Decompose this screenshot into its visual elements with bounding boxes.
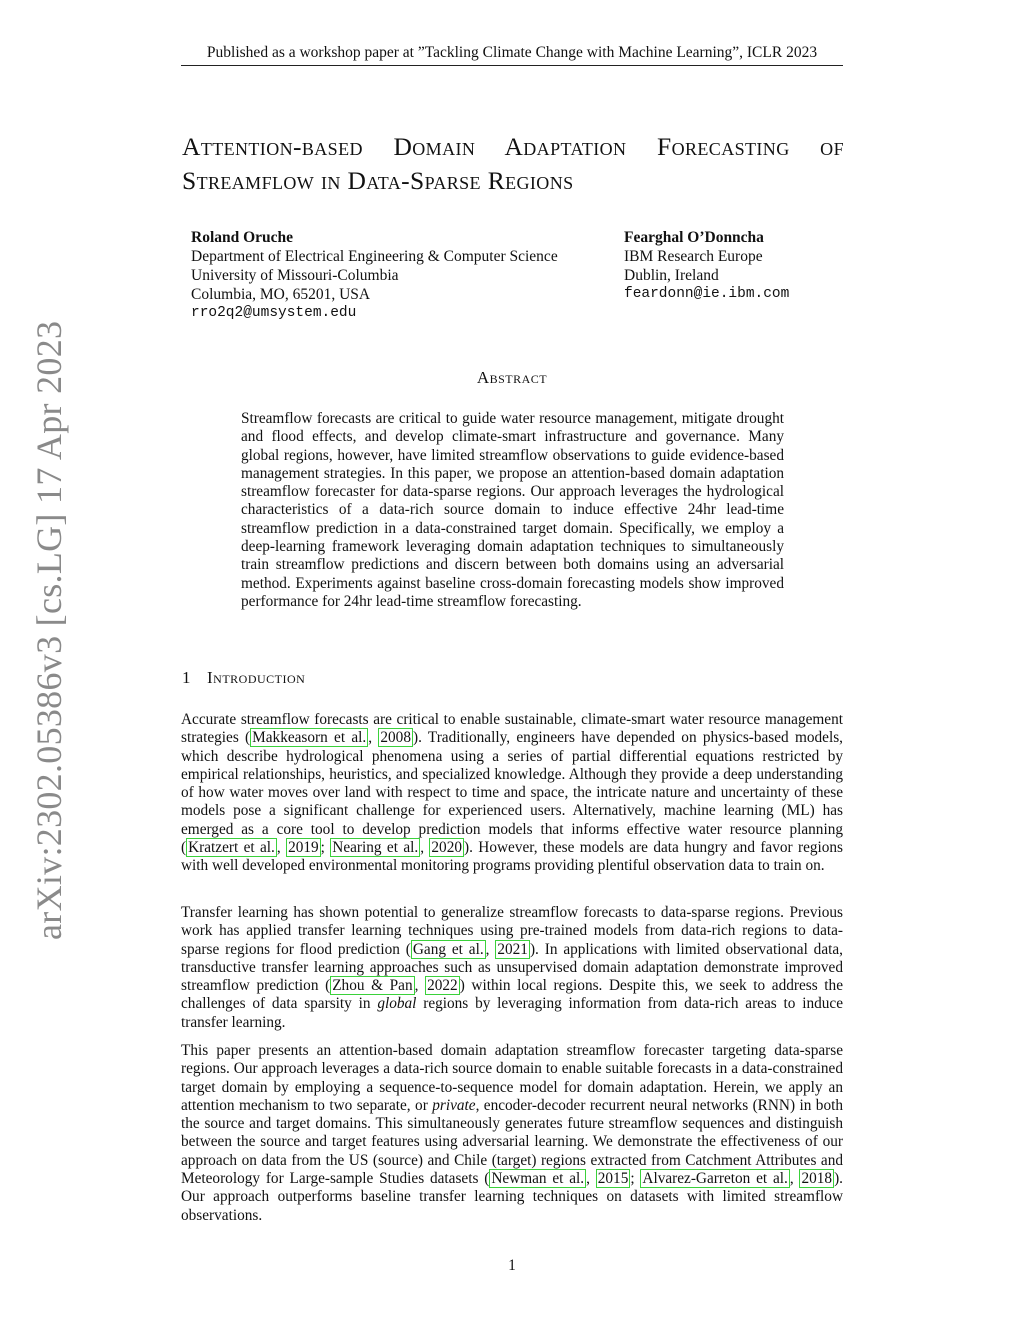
- intro-paragraph-3: [181, 1042, 843, 1225]
- author-affiliation: Dublin, Ireland: [624, 267, 719, 284]
- citation-link[interactable]: Kratzert et al.: [188, 839, 275, 857]
- citation-separator: ,: [420, 839, 430, 857]
- arxiv-identifier[interactable]: arXiv:2302.05386v3 [cs.LG] 17 Apr 2023: [29, 320, 69, 940]
- citation-link[interactable]: 2022: [427, 977, 458, 995]
- paragraph-text: ). Traditionally, engineers have depended on physics-based models, which describe hydrological phenomena using a series of partial differential equations restricted by empirical relationships, heuristics, and specialized knowledge. Although they provide a deep understanding of how water moves over land with respect to time and space, the intricate nature and uncertainty of these models pose a significant challenge for experienced users. Alternatively, machine learning (ML) has emerged as a core tool to develop prediction models that informs effective water resource planning (: [181, 729, 843, 857]
- paragraph-text: ). In applications with limited observational data, transductive transfer learning approaches such as unsupervised domain adaptation demonstrate improved streamflow prediction (: [181, 940, 843, 995]
- citation-separator: ,: [586, 1170, 596, 1188]
- citation-link[interactable]: Nearing et al.: [332, 839, 419, 857]
- paragraph-text: ). However, these models are data hungry and favor regions with well developed environmental monitoring programs providing plentiful observation data to train on.: [181, 839, 844, 875]
- paragraph-text: ) within local regions. Despite this, we seek to address the challenges of data sparsity in: [181, 977, 843, 1013]
- citation-separator: ,: [276, 839, 287, 857]
- citation-separator: ;: [630, 1170, 641, 1188]
- citation-separator: ;: [320, 839, 331, 857]
- author-block-2: [624, 228, 789, 304]
- author-affiliation: University of Missouri-Columbia: [191, 267, 399, 284]
- paragraph-text: Accurate streamflow forecasts are critical to enable sustainable, climate-smart water resource management strategies (: [181, 711, 843, 747]
- author-affiliation: Department of Electrical Engineering & Computer Science: [191, 248, 558, 265]
- abstract-heading: Abstract: [476, 368, 548, 387]
- paragraph-text: ). Our approach outperforms baseline transfer learning techniques on datasets with limited streamflow observations.: [181, 1170, 843, 1224]
- intro-paragraph-1: [181, 711, 843, 876]
- author-block-1: [191, 228, 558, 323]
- author-email[interactable]: rro2q2@umsystem.edu: [191, 305, 357, 321]
- citation-separator: ,: [485, 940, 496, 958]
- header-note: Published as a workshop paper at ”Tackling Climate Change with Machine Learning”, ICLR 2023: [181, 44, 843, 66]
- citation-link[interactable]: 2008: [380, 729, 411, 747]
- citation-link[interactable]: 2020: [431, 839, 462, 857]
- citation-link[interactable]: Newman et al.: [491, 1170, 585, 1188]
- citation-link[interactable]: 2019: [288, 839, 319, 857]
- section-heading-introduction: [182, 668, 305, 688]
- abstract-text: Streamflow forecasts are critical to guide water resource management, mitigate drought and flood effects, and develop climate-smart infrastructure and governance. Many global regions, however, have limited streamflow observations to guide evidence-based management strategies. In this paper, we propose an attention-based domain adaptation streamflow forecaster for data-sparse regions. Our approach leverages the hydrological characteristics of a data-rich source domain to induce effective 24hr lead-time streamflow prediction in a data-constrained target domain. Specifically, we employ a deep-learning framework leveraging domain adaptation techniques to simultaneously train streamflow predictions and discern between both domains using an adversarial method. Experiments against baseline cross-domain forecasting models show improved performance for 24hr lead-time streamflow forecasting.: [241, 410, 784, 610]
- citation-link[interactable]: 2018: [801, 1170, 833, 1188]
- emphasis-text: private: [432, 1096, 476, 1114]
- section-number: 1: [182, 668, 191, 687]
- citation-separator: ,: [368, 729, 379, 747]
- author-email[interactable]: feardonn@ie.ibm.com: [624, 286, 790, 302]
- intro-paragraph-2: [181, 904, 843, 1032]
- paragraph-text: regions by leveraging information from data-rich areas to induce transfer learning.: [181, 995, 843, 1031]
- author-affiliation: Columbia, MO, 65201, USA: [191, 286, 371, 303]
- paragraph-text: This paper presents an attention-based domain adaptation streamflow forecaster targeting data-sparse regions. Our approach leverages a data-rich source domain to enable suitable forecasts in a data-constrained target domain by employing a sequence-to-sequence model for domain adaptation. Herein, we apply an attention mechanism to two separate, or: [181, 1042, 843, 1114]
- citation-link[interactable]: Alvarez-Garreton et al.: [642, 1170, 788, 1188]
- paper-title: Attention-based Domain Adaptation Forecasting of Streamflow in Data-Sparse Regions: [182, 132, 844, 195]
- author-name: Roland Oruche: [191, 229, 294, 246]
- citation-link[interactable]: 2015: [597, 1170, 629, 1188]
- citation-separator: ,: [414, 977, 426, 995]
- citation-link[interactable]: 2021: [497, 940, 528, 958]
- citation-link[interactable]: Gang et al.: [412, 940, 484, 958]
- author-name: Fearghal O’Donncha: [624, 229, 764, 246]
- page-number: 1: [508, 1257, 516, 1274]
- citation-link[interactable]: Makkeasorn et al.: [252, 729, 367, 747]
- emphasis-text: global: [377, 995, 417, 1013]
- citation-separator: ,: [789, 1170, 800, 1188]
- citation-link[interactable]: Zhou & Pan: [332, 977, 413, 995]
- section-title: Introduction: [207, 668, 306, 687]
- author-affiliation: IBM Research Europe: [624, 248, 763, 265]
- paragraph-text: Transfer learning has shown potential to generalize streamflow forecasts to data-sparse regions. Previous work has applied transfer learning techniques using pre-trained models from data-rich regions to data-sparse regions for flood prediction (: [181, 904, 843, 958]
- paragraph-text: , encoder-decoder recurrent neural networks (RNN) in both the source and target domains. This simultaneously generates future streamflow sequences and distinguish between the source and target features using adversarial learning. We demonstrate the effectiveness of our approach on data from the US (source) and Chile (target) regions extracted from Catchment Attributes and Meteorology for Large-sample Studies datasets (: [181, 1096, 843, 1188]
